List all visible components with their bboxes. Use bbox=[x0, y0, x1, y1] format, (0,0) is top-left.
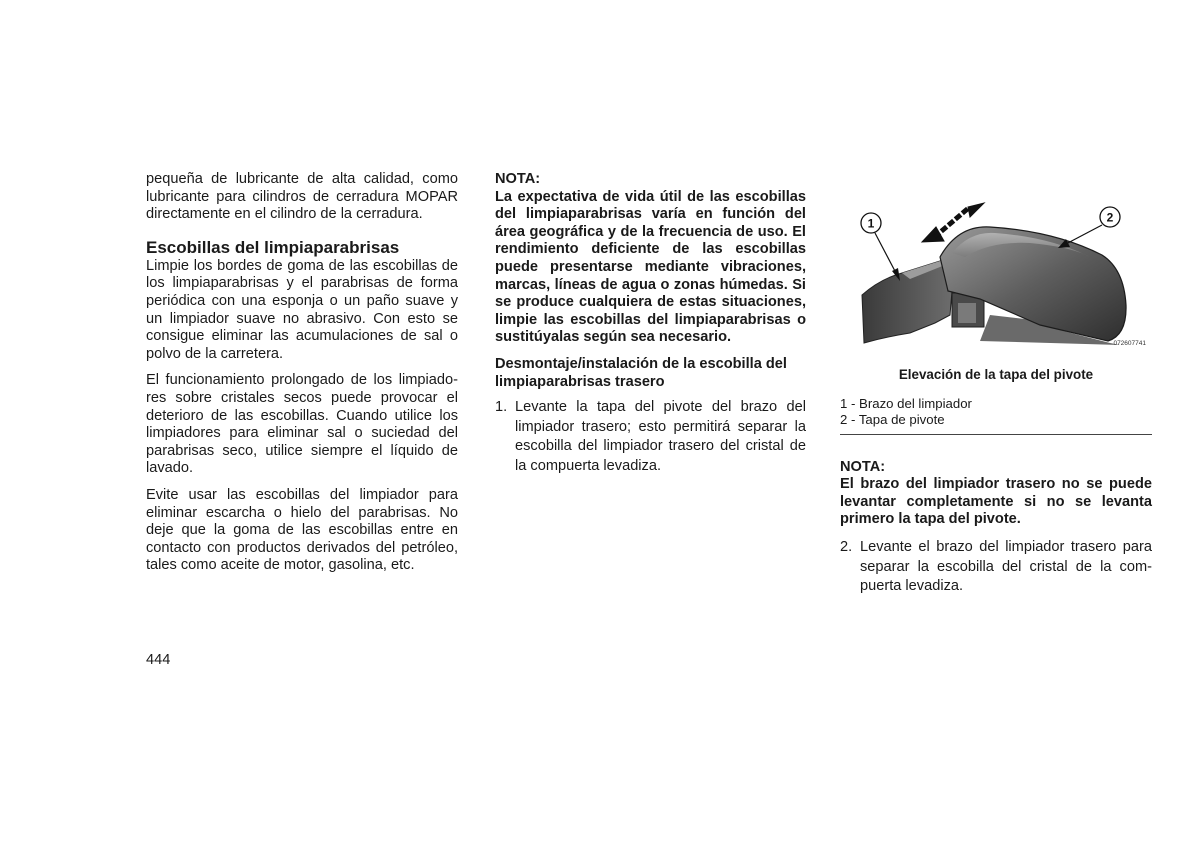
note-title: NOTA: bbox=[495, 171, 541, 187]
section-heading-wiper-blades: Escobillas del limpiaparabrisas bbox=[146, 237, 400, 257]
subheading-rear-wiper: Desmontaje/instalación de la escobilla del limpiaparabrisas trasero bbox=[495, 355, 787, 390]
paragraph-cleaning: Limpie los bordes de goma de las escobillas de los limpiaparabrisas y el parabrisas de forma periódica con una esponja o un paño suave y un limpiador suave no abrasivo. Con esto se consigue eliminar las acumulaciones de sal o polvo de la carretera. bbox=[146, 257, 458, 362]
callout-1-label: 1 bbox=[867, 216, 875, 231]
step-1-number: 1. bbox=[495, 399, 508, 416]
step-2-text: Levante el brazo del limpiador trasero para separar la escobilla del cristal de la compuerta levadiza. bbox=[860, 538, 1152, 595]
legend-item-1: 1 - Brazo del limpiador bbox=[840, 395, 972, 411]
wiper-arm-drawing bbox=[840, 195, 1152, 360]
note-body-blade-life: La expectativa de vida útil de las escobillas del limpiaparabrisas varía en función del área geográfica y de la frecuencia de uso. El rendimiento deficiente de las escobillas puede presentarse mediante vibraciones, marcas, líneas de agua o zonas húmedas. Si se produce cualquiera de estas situaciones, limpie las escobillas del limpiaparabrisas o sustitúyalas según sea necesario. bbox=[495, 188, 806, 346]
callout-1-leader bbox=[875, 233, 896, 273]
right-column bbox=[840, 195, 1152, 597]
middle-column bbox=[495, 171, 806, 477]
pivot-cap-illustration bbox=[840, 195, 1152, 360]
note-body-pivot: El brazo del limpiador trasero no se puede levantar completamente si no se levanta primero la tapa del pivote. bbox=[840, 476, 1152, 528]
figure-code: 072607741 bbox=[1113, 340, 1146, 347]
note-title-pivot: NOTA: bbox=[840, 458, 886, 475]
page-number: 444 bbox=[146, 652, 171, 668]
left-column bbox=[146, 171, 458, 584]
step-2-number: 2. bbox=[840, 538, 853, 555]
step-1 bbox=[495, 398, 806, 476]
figure-legend bbox=[840, 396, 1152, 435]
step-2 bbox=[840, 538, 1152, 597]
step-1-text: Levante la tapa del pivote del brazo del limpiador trasero; esto permitirá separar la escobilla del limpiador trasero del cristal de la compuerta levadiza. bbox=[515, 399, 806, 474]
wiper-arm-shape bbox=[862, 255, 955, 343]
callout-2-leader bbox=[1064, 225, 1102, 245]
callout-2-label: 2 bbox=[1106, 210, 1114, 225]
figure-caption: Elevación de la tapa del pivote bbox=[898, 367, 1094, 382]
pivot-stem-highlight bbox=[958, 303, 976, 323]
paragraph-dry-glass: El funcionamiento prolongado de los limpiadores sobre cristales secos puede provocar el deterioro de las escobillas. Cuando utilice los limpiadores para eliminar sal o suciedad del parabrisas seco, utilice siempre el líquido de lavado. bbox=[146, 372, 458, 477]
intro-paragraph: pequeña de lubricante de alta calidad, como lubricante para cilindros de cerradura MOPAR directamente en el cilindro de la cerradura. bbox=[146, 171, 458, 223]
arrow-head-up bbox=[968, 203, 984, 217]
paragraph-frost: Evite usar las escobillas del limpiador para eliminar escarcha o hielo del parabrisas. No deje que la goma de las escobillas entre en contacto con productos derivados del petróleo, tales como aceite de motor, gasolina, etc. bbox=[146, 486, 458, 574]
legend-item-2: 2 - Tapa de pivote bbox=[840, 411, 945, 427]
